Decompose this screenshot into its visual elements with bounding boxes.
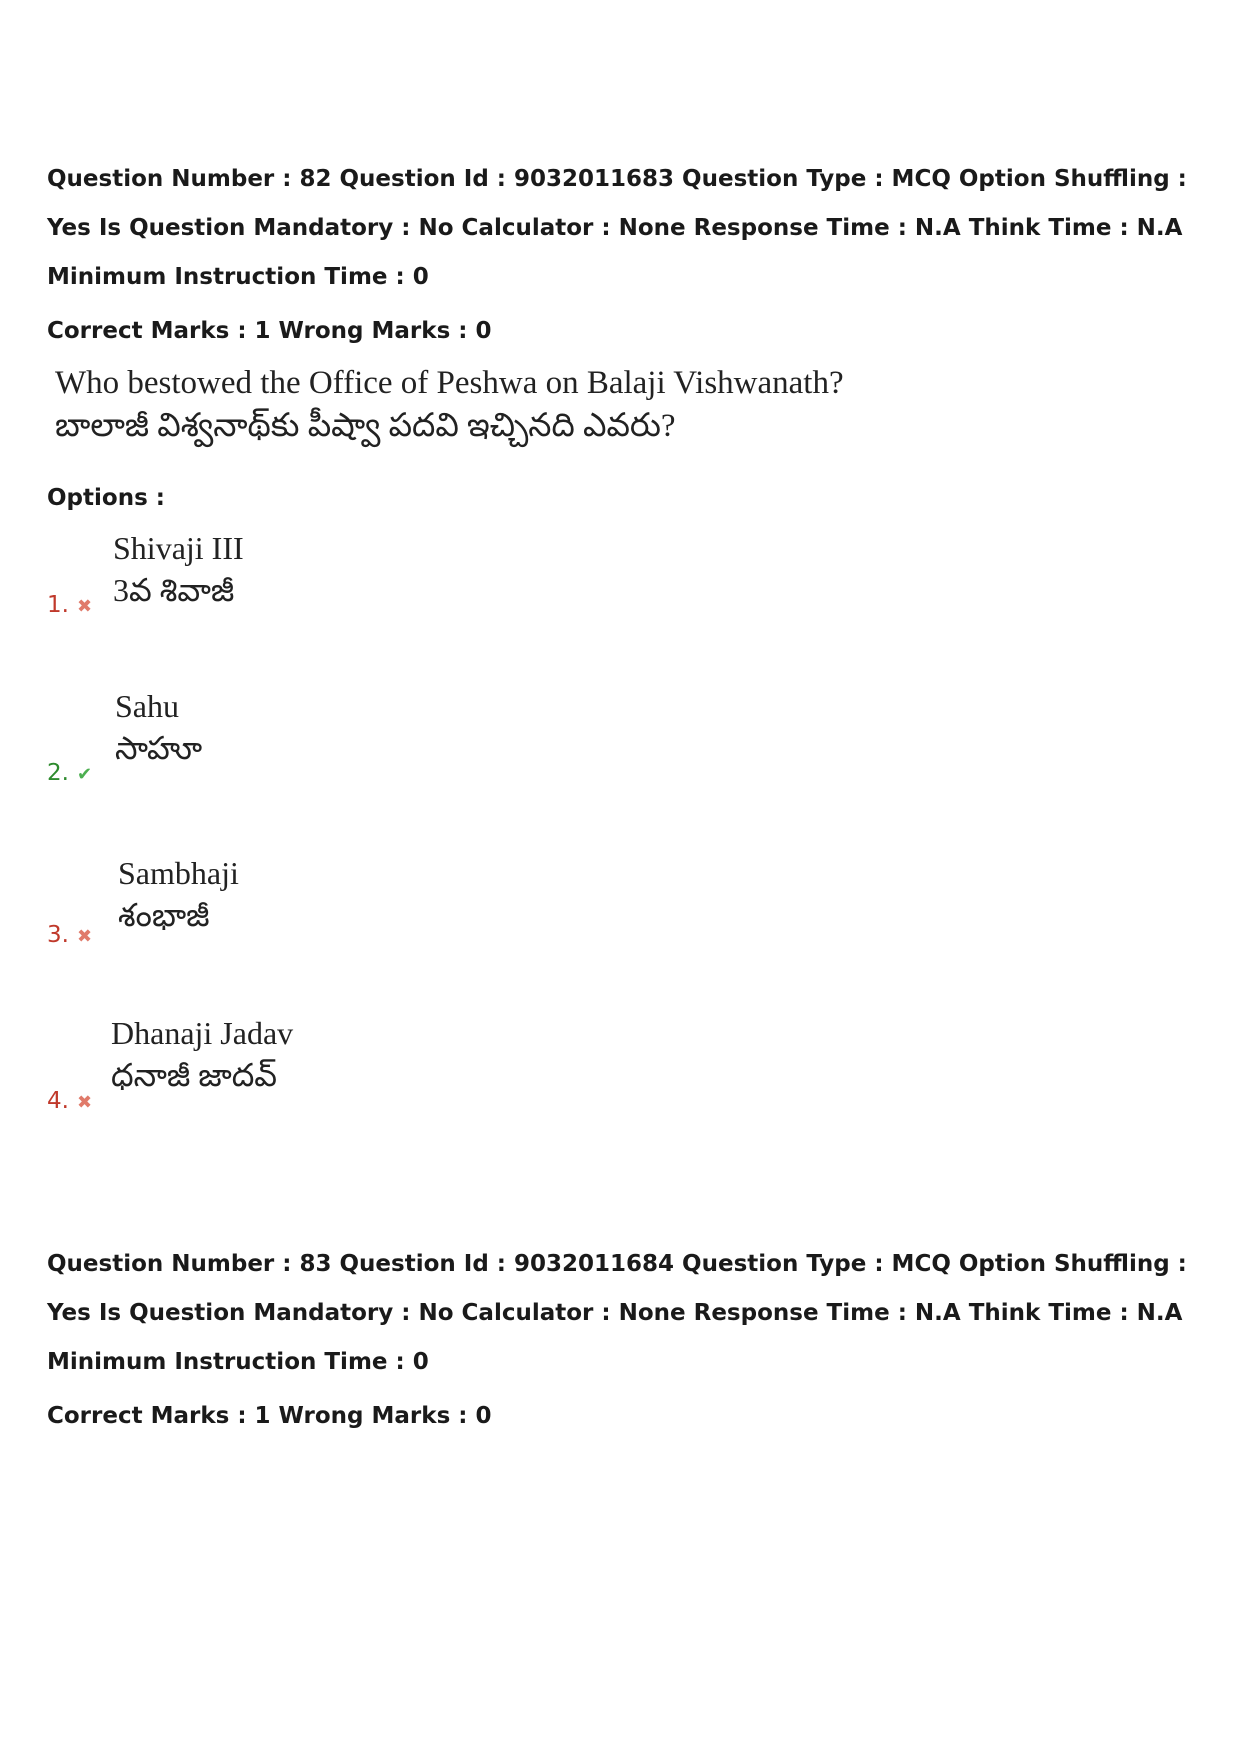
option-number-label: 1.: [47, 592, 69, 618]
option-text-english: Sahu: [115, 688, 179, 724]
option-2-text: [115, 685, 202, 769]
cross-icon: ✖: [76, 596, 93, 617]
cross-icon: ✖: [76, 926, 93, 947]
option-number-label: 3.: [47, 922, 69, 948]
option-text-telugu: శంభాజీ: [118, 897, 210, 933]
option-text-telugu: ధనాజీ జాదవ్: [111, 1057, 278, 1093]
question-82-marks: Correct Marks : 1 Wrong Marks : 0: [47, 318, 492, 344]
option-1-number: [47, 592, 92, 618]
option-text-english: Shivaji III: [113, 530, 244, 566]
option-4-text: [111, 1012, 293, 1096]
option-2-number: [47, 760, 92, 786]
question-83-marks: Correct Marks : 1 Wrong Marks : 0: [47, 1403, 492, 1429]
options-label: Options :: [47, 485, 165, 511]
question-82-meta: Question Number : 82 Question Id : 9032011683 Question Type : MCQ Option Shuffling : Yes Is Question Mandatory : No Calculator : None Response Time : N.A Think Time : N.A Minimum Instruction Time : 0: [47, 166, 1187, 290]
question-83-meta: Question Number : 83 Question Id : 9032011684 Question Type : MCQ Option Shuffling : Yes Is Question Mandatory : No Calculator : None Response Time : N.A Think Time : N.A Minimum Instruction Time : 0: [47, 1251, 1187, 1375]
option-text-english: Dhanaji Jadav: [111, 1015, 294, 1051]
question-82-text: [55, 362, 844, 448]
cross-icon: ✖: [76, 1092, 93, 1113]
option-text-english: Sambhaji: [118, 855, 239, 891]
option-4-number: [47, 1088, 92, 1114]
option-text-telugu: సాహూ: [115, 730, 203, 766]
option-number-label: 2.: [47, 760, 69, 786]
check-icon: ✔: [76, 764, 93, 785]
question-text-telugu: బాలాజీ విశ్వనాథ్‌కు పీష్వా పదవి ఇచ్చినది ఎవరు?: [55, 408, 676, 444]
option-3-number: [47, 922, 92, 948]
option-text-telugu: 3వ శివాజీ: [113, 572, 235, 608]
option-number-label: 4.: [47, 1088, 69, 1114]
option-1-text: [113, 527, 244, 611]
question-text-english: Who bestowed the Office of Peshwa on Balaji Vishwanath?: [55, 365, 844, 401]
option-3-text: [118, 852, 239, 936]
